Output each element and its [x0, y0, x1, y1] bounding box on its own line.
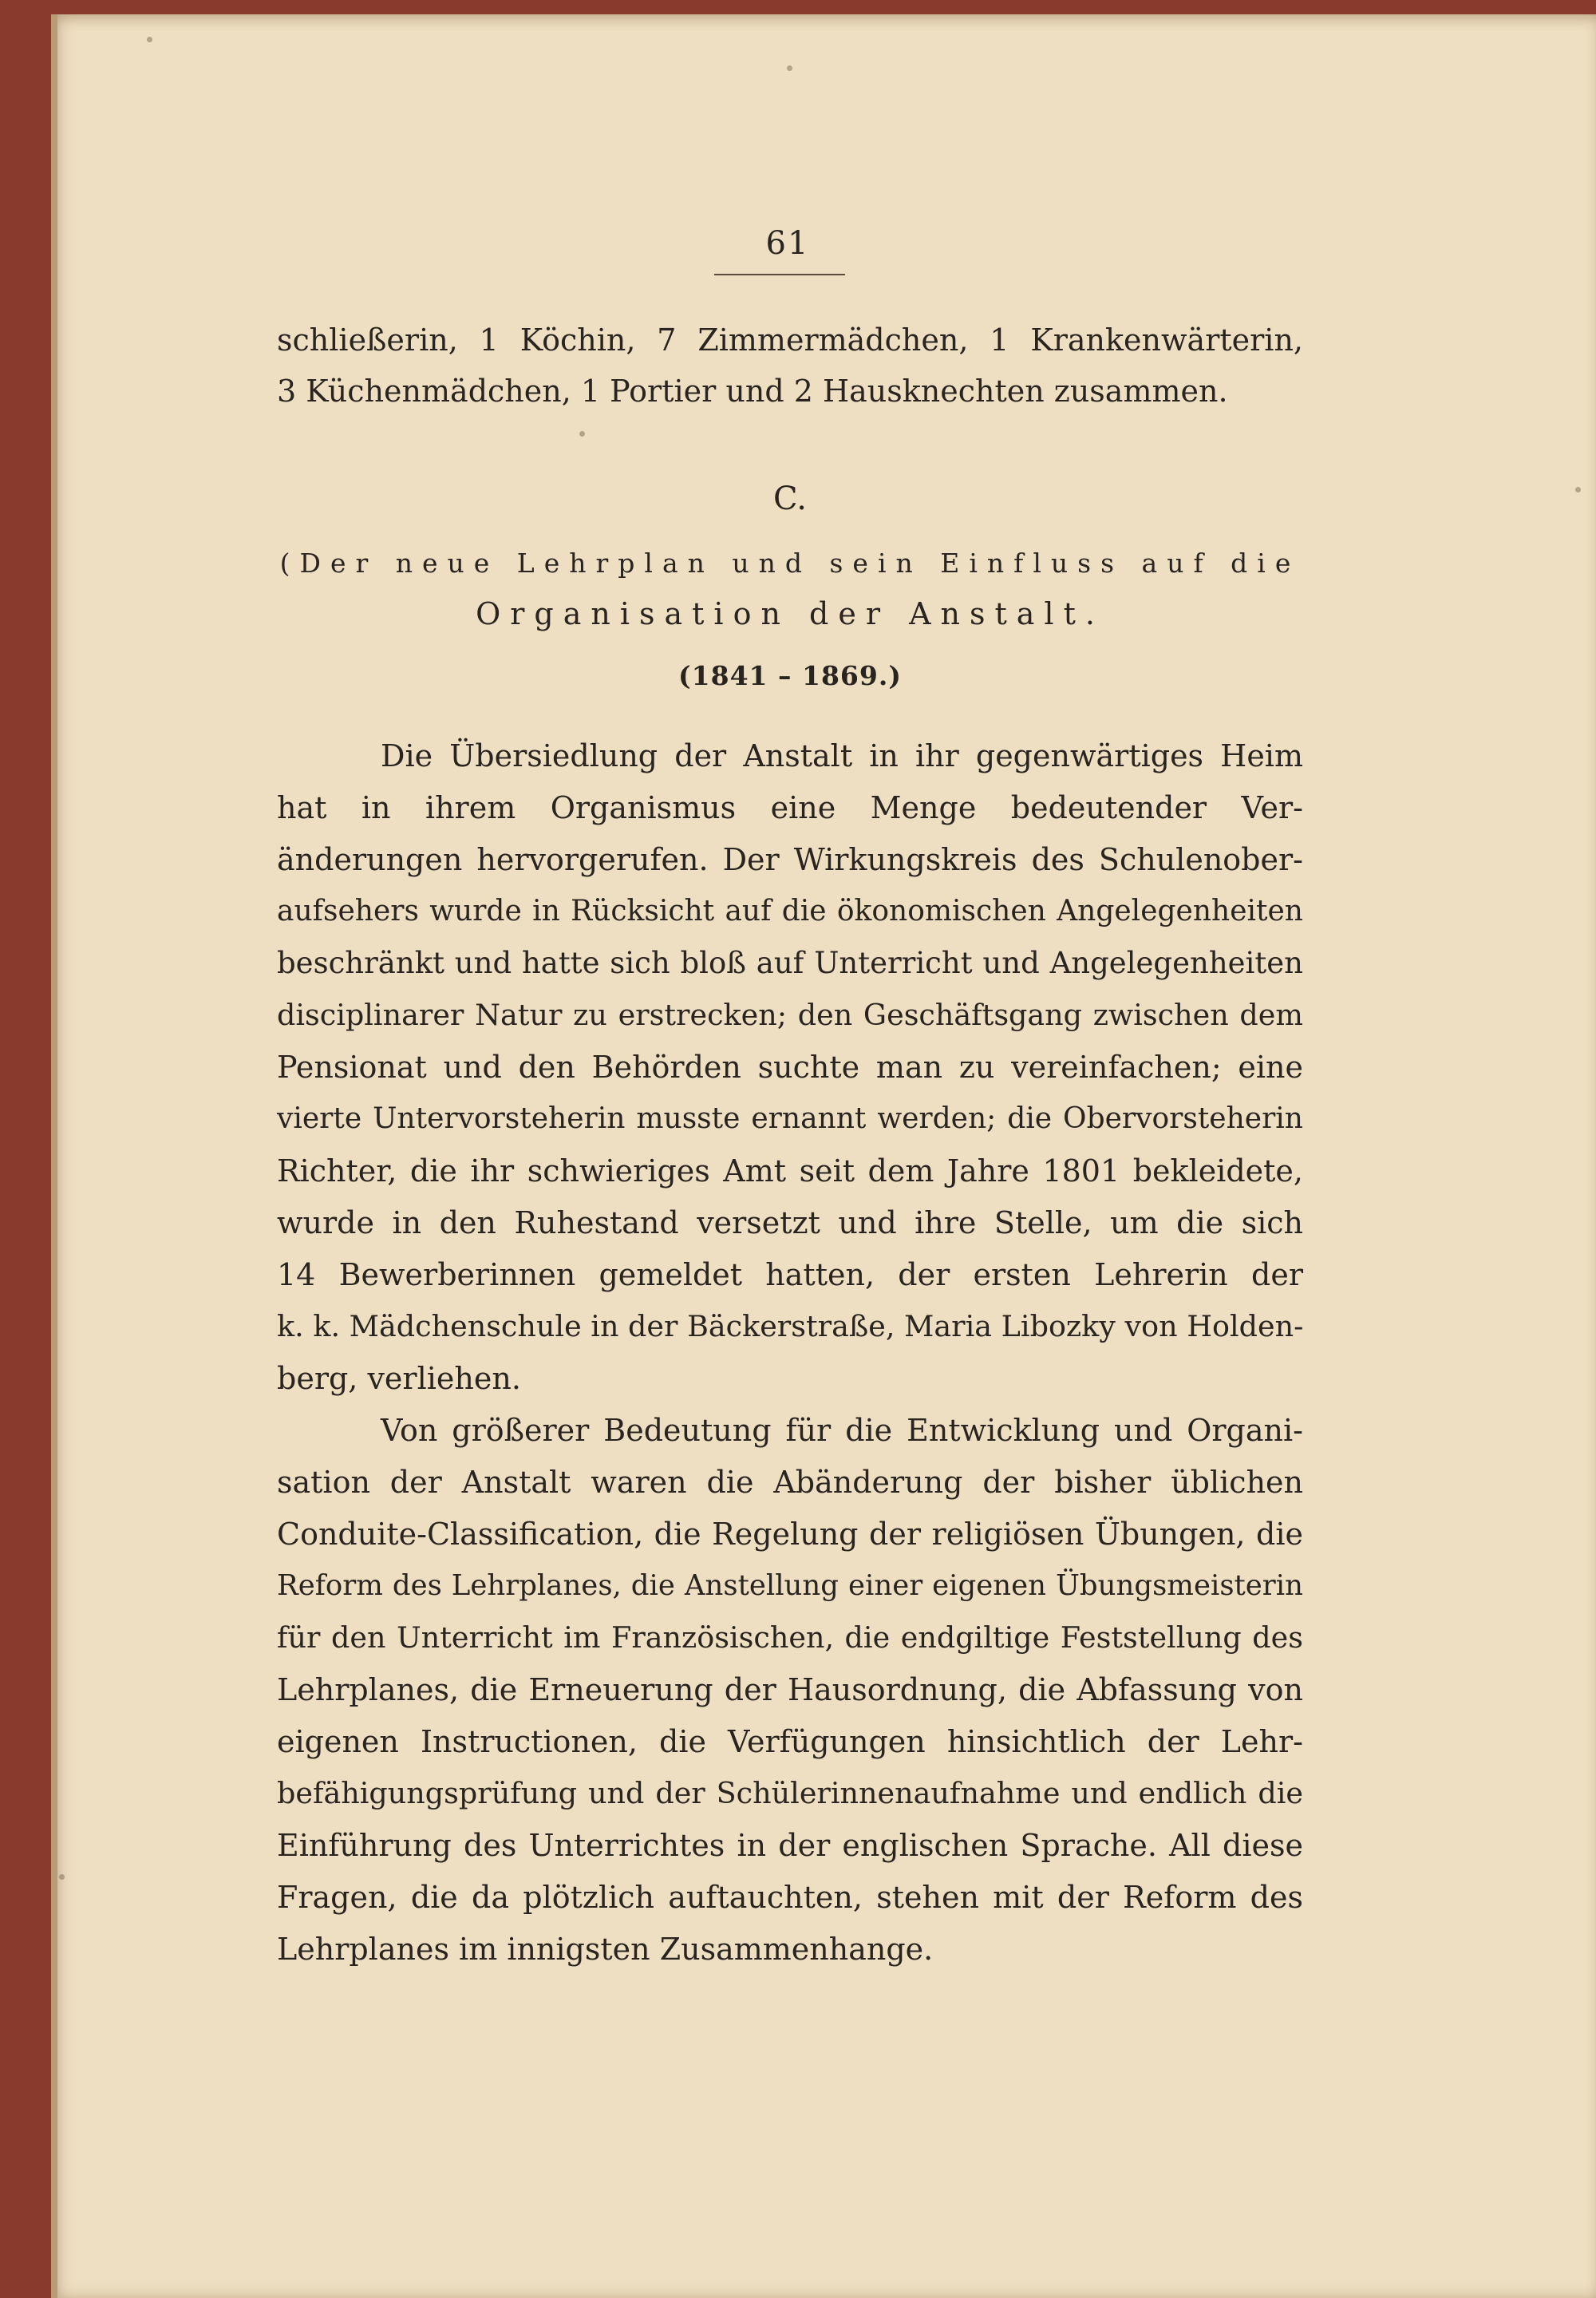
section-letter: C.: [773, 481, 807, 517]
page-number: 61: [765, 225, 810, 262]
paragraph-line: Pensionat und den Behörden suchte man zu vereinfachen; eine: [277, 1050, 1303, 1085]
paper-speck: [147, 37, 152, 42]
paragraph-line: Richter, die ihr schwieriges Amt seit dem Jahre 1801 bekleidete,: [277, 1153, 1303, 1189]
paragraph-line: 14 Bewerberinnen gemeldet hatten, der ersten Lehrerin der: [277, 1257, 1303, 1292]
paper-speck: [579, 431, 585, 437]
paragraph-line: k. k. Mädchenschule in der Bäckerstraße, Maria Libozky von Holden-: [277, 1309, 1304, 1343]
page-number-rule: [714, 274, 845, 275]
paragraph-line: Fragen, die da plötzlich auftauchten, stehen mit der Reform des: [277, 1880, 1303, 1915]
paper-speck: [1575, 487, 1581, 492]
paragraph-line: Von größerer Bedeutung für die Entwicklung und Organi-: [381, 1413, 1303, 1448]
carryover-line-2: 3 Küchenmädchen, 1 Portier und 2 Hausknechten zusammen.: [277, 374, 1228, 409]
paragraph-line: aufsehers wurde in Rücksicht auf die ökonomischen Angelegenheiten: [277, 895, 1303, 928]
paper-speck: [787, 65, 792, 71]
paragraph-line: disciplinarer Natur zu erstrecken; den Geschäftsgang zwischen dem: [277, 998, 1303, 1032]
paper-speck: [59, 1874, 65, 1880]
paragraph-line: hat in ihrem Organismus eine Menge bedeutender Ver-: [277, 790, 1303, 825]
section-years: (1841 – 1869.): [678, 660, 902, 691]
paragraph-line: Die Übersiedlung der Anstalt in ihr gegenwärtiges Heim: [381, 738, 1303, 773]
paragraph-line: befähigungsprüfung und der Schülerinnenaufnahme und endlich die: [277, 1776, 1303, 1810]
paragraph-line: wurde in den Ruhestand versetzt und ihre Stelle, um die sich: [277, 1205, 1303, 1240]
paragraph-line: sation der Anstalt waren die Abänderung der bisher üblichen: [277, 1465, 1303, 1500]
paper-page: [51, 14, 1596, 2298]
paragraph-line: Einführung des Unterrichtes in der englischen Sprache. All diese: [277, 1828, 1303, 1863]
section-heading-line-1: (Der neue Lehrplan und sein Einfluss auf die: [279, 548, 1301, 579]
paragraph-line: beschränkt und hatte sich bloß auf Unterricht und Angelegenheiten: [277, 946, 1303, 980]
section-heading-line-2: Organisation der Anstalt.: [476, 596, 1104, 631]
carryover-line-1: schließerin, 1 Köchin, 7 Zimmermädchen, 1 Krankenwärterin,: [277, 322, 1303, 358]
paragraph-line: Conduite-Classification, die Regelung der religiösen Übungen, die: [277, 1517, 1303, 1552]
paragraph-line: Reform des Lehrplanes, die Anstellung einer eigenen Übungsmeisterin: [277, 1569, 1303, 1602]
paragraph-line: vierte Untervorsteherin musste ernannt werden; die Obervorsteherin: [277, 1102, 1303, 1135]
paragraph-line: Lehrplanes im innigsten Zusammenhange.: [277, 1932, 934, 1967]
paragraph-line: für den Unterricht im Französischen, die endgiltige Feststellung des: [277, 1620, 1303, 1655]
page-gutter-edge: [51, 14, 57, 2298]
paragraph-line: eigenen Instructionen, die Verfügungen hinsichtlich der Lehr-: [277, 1724, 1303, 1759]
paragraph-line: Lehrplanes, die Erneuerung der Hausordnung, die Abfassung von: [277, 1672, 1303, 1707]
paragraph-line: berg, verliehen.: [277, 1361, 521, 1396]
paragraph-line: änderungen hervorgerufen. Der Wirkungskreis des Schulenober-: [277, 842, 1303, 877]
